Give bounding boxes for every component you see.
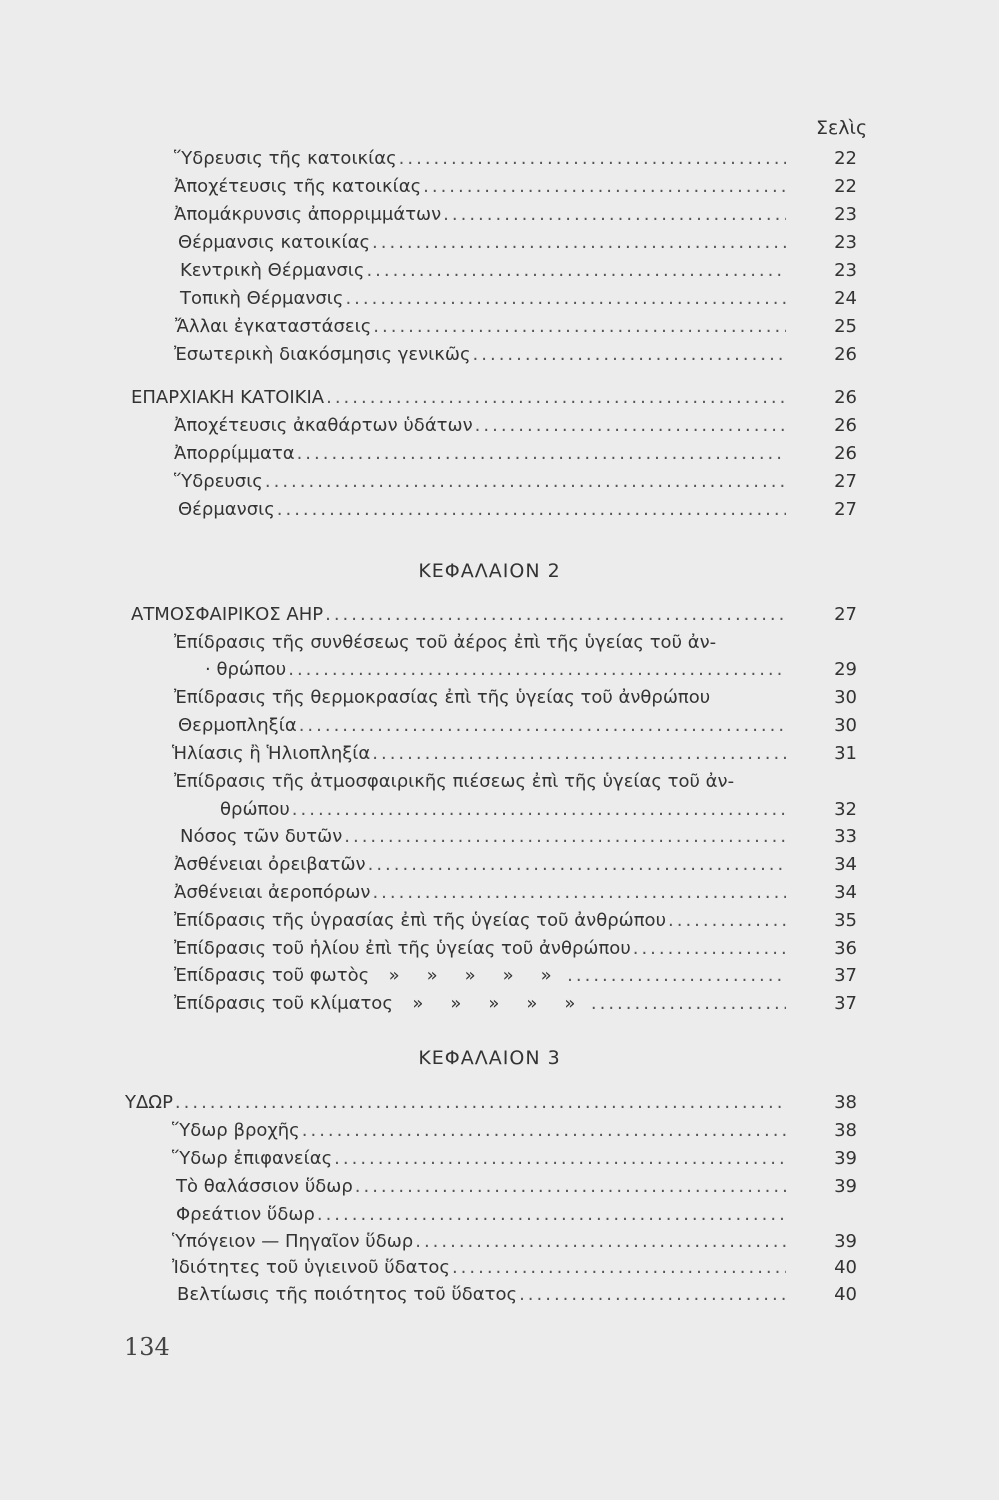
toc-page-number: 26 xyxy=(834,344,857,365)
toc-page-number: 31 xyxy=(834,743,857,764)
toc-entry-title: Ἀποχέτευσις τῆς κατοικίας xyxy=(174,176,422,197)
toc-entry xyxy=(220,797,786,823)
toc-entry xyxy=(174,441,786,467)
toc-entry-title: Τὸ θαλάσσιον ὕδωρ xyxy=(176,1176,353,1197)
page-folio-number: 134 xyxy=(124,1333,170,1361)
toc-entry-title: Ἐπίδρασις τῆς θερμοκρασίας ἐπὶ τῆς ὑγείας τοῦ ἀνθρώπου xyxy=(174,687,711,708)
toc-page-number: 34 xyxy=(834,854,857,875)
toc-entry xyxy=(205,657,786,683)
pages-column-label: Σελὶς xyxy=(816,117,868,139)
toc-entry xyxy=(178,497,786,523)
toc-entry xyxy=(172,1118,786,1144)
toc-entry xyxy=(174,880,786,906)
toc-entry-title: Ἄλλαι ἐγκαταστάσεις xyxy=(175,316,372,337)
toc-entry xyxy=(174,413,786,439)
toc-entry xyxy=(174,630,794,656)
toc-entry xyxy=(174,908,786,934)
leader-dots xyxy=(345,286,786,312)
leader-dots xyxy=(452,1255,786,1281)
leader-dots xyxy=(473,342,786,368)
leader-dots xyxy=(399,146,786,172)
leader-dots xyxy=(355,1174,786,1200)
toc-entry-title: ΥΔΩΡ xyxy=(125,1092,173,1113)
toc-page-number: 37 xyxy=(834,993,857,1014)
toc-entry xyxy=(178,230,786,256)
toc-entry xyxy=(176,1202,786,1228)
toc-entry xyxy=(180,824,786,850)
toc-entry xyxy=(174,685,794,711)
toc-page-number: 40 xyxy=(834,1284,857,1305)
toc-entry-title: Ἐπίδρασις τῆς ὑγρασίας ἐπὶ τῆς ὑγείας τοῦ ἀνθρώπου xyxy=(174,910,666,931)
toc-page-number: 38 xyxy=(834,1092,857,1113)
toc-entry-title: Ἀπομάκρυνσις ἀπορριμμάτων xyxy=(174,204,442,225)
leader-dots xyxy=(368,852,786,878)
toc-page-number: 35 xyxy=(834,910,857,931)
toc-page-number: 34 xyxy=(834,882,857,903)
leader-dots xyxy=(567,963,786,989)
toc-page-number: 22 xyxy=(834,176,857,197)
toc-entry-title: θρώπου xyxy=(220,799,290,820)
leader-dots xyxy=(443,202,786,228)
leader-dots xyxy=(175,1090,786,1116)
toc-entry-title: ΕΠΑΡΧΙΑΚΗ ΚΑΤΟΙΚΙΑ xyxy=(131,387,325,408)
toc-entry xyxy=(180,258,786,284)
toc-entry-title: Ἐπίδρασις τῆς ἀτμοσφαιρικῆς πιέσεως ἐπὶ τῆς ὑγείας τοῦ ἀν- xyxy=(174,771,735,792)
toc-page-number: 26 xyxy=(834,443,857,464)
toc-section-heading xyxy=(131,602,786,628)
toc-entry xyxy=(178,713,786,739)
toc-entry xyxy=(174,936,786,962)
leader-dots xyxy=(373,314,786,340)
leader-dots xyxy=(415,1229,786,1255)
leader-dots xyxy=(423,174,786,200)
leader-dots xyxy=(372,230,786,256)
leader-dots xyxy=(288,657,786,683)
toc-entry-title: Ἡλίασις ἢ Ἡλιοπληξία xyxy=(172,743,371,764)
toc-entry xyxy=(174,991,786,1017)
leader-dots xyxy=(633,936,786,962)
toc-entry-title: · θρώπου xyxy=(205,659,287,680)
toc-page-number: 38 xyxy=(834,1120,857,1141)
ditto-marks: » » » » » xyxy=(388,965,552,986)
toc-page-number: 24 xyxy=(834,288,857,309)
toc-page-number: 29 xyxy=(834,659,857,680)
toc-entry-title: Τοπικὴ Θέρμανσις xyxy=(180,288,344,309)
toc-entry-title: Ἀπορρίμματα xyxy=(174,443,295,464)
toc-entry-title: Θέρμανσις κατοικίας xyxy=(178,232,371,253)
toc-page-number: 27 xyxy=(834,499,857,520)
toc-entry-title: Κεντρικὴ Θέρμανσις xyxy=(180,260,365,281)
toc-page-number: 39 xyxy=(834,1176,857,1197)
toc-entry xyxy=(174,146,786,172)
leader-dots xyxy=(475,413,786,439)
toc-entry xyxy=(180,286,786,312)
toc-entry-title: Ἐσωτερικὴ διακόσμησις γενικῶς xyxy=(174,344,471,365)
toc-page-number: 26 xyxy=(834,415,857,436)
toc-entry xyxy=(174,769,794,795)
leader-dots xyxy=(299,713,786,739)
toc-page-number: 32 xyxy=(834,799,857,820)
leader-dots xyxy=(372,741,786,767)
toc-entry-title: Ἀσθένειαι ἀεροπόρων xyxy=(174,882,371,903)
toc-entry-title: Θερμοπληξία xyxy=(178,715,297,736)
toc-entry xyxy=(172,741,786,767)
toc-entry xyxy=(174,174,786,200)
toc-page-number: 27 xyxy=(834,604,857,625)
toc-entry-title: Ἐπίδρασις τῆς συνθέσεως τοῦ ἀέρος ἐπὶ τῆς ὑγείας τοῦ ἀν- xyxy=(174,632,717,653)
toc-entry xyxy=(174,963,786,989)
chapter-heading: ΚΕΦΑΛΑΙΟΝ 3 xyxy=(418,1047,561,1069)
leader-dots xyxy=(668,908,786,934)
toc-page-number: 22 xyxy=(834,148,857,169)
toc-entry-title: Ἀποχέτευσις ἀκαθάρτων ὑδάτων xyxy=(174,415,473,436)
toc-page-number: 40 xyxy=(834,1257,857,1278)
toc-entry-title: Βελτίωσις τῆς ποιότητος τοῦ ὕδατος xyxy=(177,1284,518,1305)
toc-entry-title: Ἀσθένειαι ὀρειβατῶν xyxy=(174,854,366,875)
leader-dots xyxy=(297,441,786,467)
toc-entry-title: Νόσος τῶν δυτῶν xyxy=(180,826,343,847)
toc-entry-title: Ἐπίδρασις τοῦ ἡλίου ἐπὶ τῆς ὑγείας τοῦ ἀνθρώπου xyxy=(174,938,631,959)
toc-entry xyxy=(174,852,786,878)
leader-dots xyxy=(591,991,786,1017)
leader-dots xyxy=(344,824,786,850)
toc-page-number: 30 xyxy=(834,715,857,736)
toc-page-number: 23 xyxy=(834,204,857,225)
toc-entry xyxy=(172,1255,786,1281)
leader-dots xyxy=(334,1146,786,1172)
leader-dots xyxy=(372,880,786,906)
toc-entry-title: Ὕδωρ βροχῆς xyxy=(172,1120,300,1141)
toc-entry-title: Ὕδρευσις τῆς κατοικίας xyxy=(174,148,397,169)
toc-entry-title: Ἐπίδρασις τοῦ κλίματος xyxy=(174,993,393,1014)
toc-entry-title: Ὕδωρ ἐπιφανείας xyxy=(172,1148,333,1169)
toc-entry xyxy=(174,469,786,495)
leader-dots xyxy=(519,1282,786,1308)
toc-page-number: 30 xyxy=(834,687,857,708)
leader-dots xyxy=(277,497,786,523)
toc-entry-title: Θέρμανσις xyxy=(178,499,275,520)
ditto-marks: » » » » » xyxy=(412,993,576,1014)
toc-entry-title: Φρεάτιον ὕδωρ xyxy=(176,1204,315,1225)
leader-dots xyxy=(366,258,786,284)
toc-entry-title: Ὕδρευσις xyxy=(174,471,263,492)
toc-page-number: 23 xyxy=(834,232,857,253)
toc-section-heading xyxy=(131,385,786,411)
toc-entry xyxy=(176,1174,786,1200)
toc-page-number: 39 xyxy=(834,1231,857,1252)
chapter-heading: ΚΕΦΑΛΑΙΟΝ 2 xyxy=(418,560,561,582)
toc-page-number xyxy=(815,1202,857,1228)
leader-dots xyxy=(326,385,786,411)
toc-section-heading xyxy=(125,1090,786,1116)
leader-dots xyxy=(265,469,786,495)
toc-page-number: 36 xyxy=(834,938,857,959)
toc-page-number: 27 xyxy=(834,471,857,492)
toc-entry xyxy=(172,1229,786,1255)
toc-entry xyxy=(177,1282,786,1308)
leader-dots xyxy=(302,1118,786,1144)
toc-entry xyxy=(172,1146,786,1172)
toc-entry-title: Ἰδιότητες τοῦ ὑγιεινοῦ ὕδατος xyxy=(172,1257,450,1278)
toc-entry xyxy=(175,314,786,340)
toc-page-number: 37 xyxy=(834,965,857,986)
toc-entry-title: Ἐπίδρασις τοῦ φωτὸς xyxy=(174,965,370,986)
leader-dots xyxy=(317,1202,786,1228)
toc-entry xyxy=(174,202,786,228)
toc-entry-title: Ὑπόγειον — Πηγαῖον ὕδωρ xyxy=(172,1231,414,1252)
toc-page-number: 33 xyxy=(834,826,857,847)
toc-entry xyxy=(174,342,786,368)
leader-dots xyxy=(292,797,786,823)
toc-page-number: 26 xyxy=(834,387,857,408)
toc-entry-title: ΑΤΜΟΣΦΑΙΡΙΚΟΣ ΑΗΡ xyxy=(131,604,324,625)
toc-page-number: 25 xyxy=(834,316,857,337)
toc-page-number: 23 xyxy=(834,260,857,281)
toc-page-number: 39 xyxy=(834,1148,857,1169)
leader-dots xyxy=(325,602,786,628)
